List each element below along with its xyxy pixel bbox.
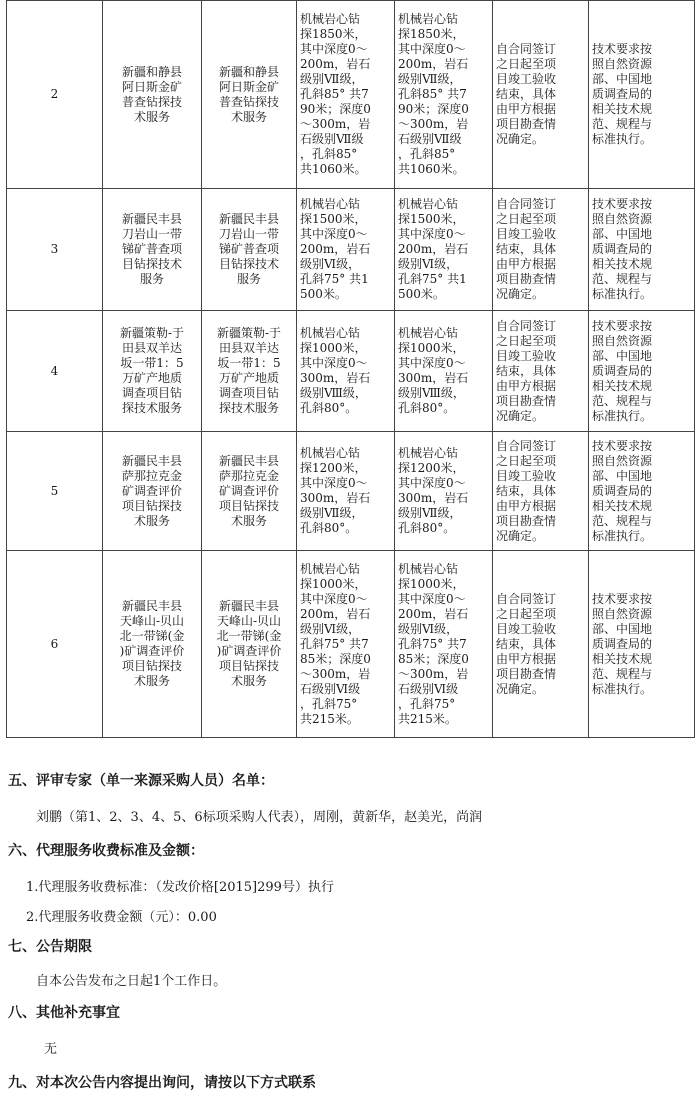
technical-requirement: 技术要求按 照自然资源 部、中国地 质调查局的 相关技术规 范、规程与 标准执行。 (589, 551, 695, 738)
drilling-spec-alt: 机械岩心钻 探1000米， 其中深度0～ 200m，岩石 级别Ⅵ级， 孔斜75° 共7 85米；深度0 ～300m，岩 石级别Ⅵ级 ，孔斜75° 共215米。 (395, 551, 493, 738)
fee-amount: 2.代理服务收费金额（元）：0.00 (26, 910, 217, 925)
project-name: 新疆民丰县 天峰山-贝山 北一带锑(金 )矿调查评价 项目钻探技 术服务 (103, 551, 202, 738)
procurement-table (6, 0, 695, 738)
project-name-alt: 新疆民丰县 天峰山-贝山 北一带锑(金 )矿调查评价 项目钻探技 术服务 (202, 551, 297, 738)
service-period: 自合同签订 之日起至项 目竣工验收 结束，具体 由甲方根据 项目勘查情 况确定。 (493, 189, 589, 311)
technical-requirement: 技术要求按 照自然资源 部、中国地 质调查局的 相关技术规 范、规程与 标准执行。 (589, 432, 695, 551)
project-name: 新疆策勒-于 田县双羊达 坂一带1：5 万矿产地质 调查项目钻 探技术服务 (103, 311, 202, 432)
section-7-heading: 七、公告期限 (8, 939, 92, 955)
project-name-alt: 新疆民丰县 刀岩山一带 锑矿普查项 目钻探技术 服务 (202, 189, 297, 311)
row-number: 2 (7, 1, 103, 189)
drilling-spec-alt: 机械岩心钻 探1200米， 其中深度0～ 300m，岩石 级别Ⅶ级， 孔斜80°。 (395, 432, 493, 551)
project-name-alt: 新疆和静县 阿日斯金矿 普查钻探技 术服务 (202, 1, 297, 189)
project-name-alt: 新疆民丰县 萨那拉克金 矿调查评价 项目钻探技 术服务 (202, 432, 297, 551)
technical-requirement: 技术要求按 照自然资源 部、中国地 质调查局的 相关技术规 范、规程与 标准执行。 (589, 311, 695, 432)
section-7-body: 自本公告发布之日起1个工作日。 (36, 974, 227, 989)
service-period: 自合同签订 之日起至项 目竣工验收 结束，具体 由甲方根据 项目勘查情 况确定。 (493, 311, 589, 432)
drilling-spec: 机械岩心钻 探1200米， 其中深度0～ 300m，岩石 级别Ⅶ级， 孔斜80°。 (297, 432, 395, 551)
section-8-heading: 八、其他补充事宜 (8, 1005, 120, 1021)
project-name: 新疆民丰县 刀岩山一带 锑矿普查项 目钻探技术 服务 (103, 189, 202, 311)
section-9-heading: 九、对本次公告内容提出询问，请按以下方式联系 (8, 1075, 316, 1091)
section-6-heading: 六、代理服务收费标准及金额： (8, 843, 204, 859)
section-5-heading: 五、评审专家（单一来源采购人员）名单： (8, 773, 274, 789)
table-row (7, 551, 695, 738)
section-8-body: 无 (44, 1042, 58, 1057)
table-row (7, 189, 695, 311)
row-number: 5 (7, 432, 103, 551)
section-5-body: 刘鹏（第1、2、3、4、5、6标项采购人代表），周刚，黄新华，赵美光，尚润 (36, 810, 483, 825)
row-number: 3 (7, 189, 103, 311)
drilling-spec-alt: 机械岩心钻 探1000米， 其中深度0～ 300m，岩石 级别Ⅷ级， 孔斜80°。 (395, 311, 493, 432)
service-period: 自合同签订 之日起至项 目竣工验收 结束，具体 由甲方根据 项目勘查情 况确定。 (493, 551, 589, 738)
project-name: 新疆和静县 阿日斯金矿 普查钻探技 术服务 (103, 1, 202, 189)
table-row (7, 1, 695, 189)
project-name-alt: 新疆策勒-于 田县双羊达 坂一带1：5 万矿产地质 调查项目钻 探技术服务 (202, 311, 297, 432)
drilling-spec: 机械岩心钻 探1500米， 其中深度0～ 200m，岩石 级别Ⅵ级， 孔斜75° 共1 500米。 (297, 189, 395, 311)
service-period: 自合同签订 之日起至项 目竣工验收 结束，具体 由甲方根据 项目勘查情 况确定。 (493, 1, 589, 189)
drilling-spec-alt: 机械岩心钻 探1500米， 其中深度0～ 200m，岩石 级别Ⅵ级， 孔斜75° 共1 500米。 (395, 189, 493, 311)
drilling-spec: 机械岩心钻 探1000米， 其中深度0～ 200m，岩石 级别Ⅵ级， 孔斜75° 共7 85米；深度0 ～300m，岩 石级别Ⅵ级 ，孔斜75° 共215米。 (297, 551, 395, 738)
drilling-spec-alt: 机械岩心钻 探1850米， 其中深度0～ 200m，岩石 级别Ⅶ级， 孔斜85° 共7 90米；深度0 ～300m，岩 石级别Ⅶ级 ，孔斜85° 共1060米。 (395, 1, 493, 189)
table-row (7, 311, 695, 432)
service-period: 自合同签订 之日起至项 目竣工验收 结束，具体 由甲方根据 项目勘查情 况确定。 (493, 432, 589, 551)
drilling-spec: 机械岩心钻 探1000米， 其中深度0～ 300m，岩石 级别Ⅷ级， 孔斜80°。 (297, 311, 395, 432)
technical-requirement: 技术要求按 照自然资源 部、中国地 质调查局的 相关技术规 范、规程与 标准执行。 (589, 1, 695, 189)
technical-requirement: 技术要求按 照自然资源 部、中国地 质调查局的 相关技术规 范、规程与 标准执行。 (589, 189, 695, 311)
drilling-spec: 机械岩心钻 探1850米， 其中深度0～ 200m，岩石 级别Ⅶ级， 孔斜85° 共7 90米；深度0 ～300m，岩 石级别Ⅶ级 ，孔斜85° 共1060米。 (297, 1, 395, 189)
fee-standard: 1.代理服务收费标准：（发改价格[2015]299号）执行 (26, 880, 334, 895)
row-number: 4 (7, 311, 103, 432)
project-name: 新疆民丰县 萨那拉克金 矿调查评价 项目钻探技 术服务 (103, 432, 202, 551)
table-row (7, 432, 695, 551)
row-number: 6 (7, 551, 103, 738)
